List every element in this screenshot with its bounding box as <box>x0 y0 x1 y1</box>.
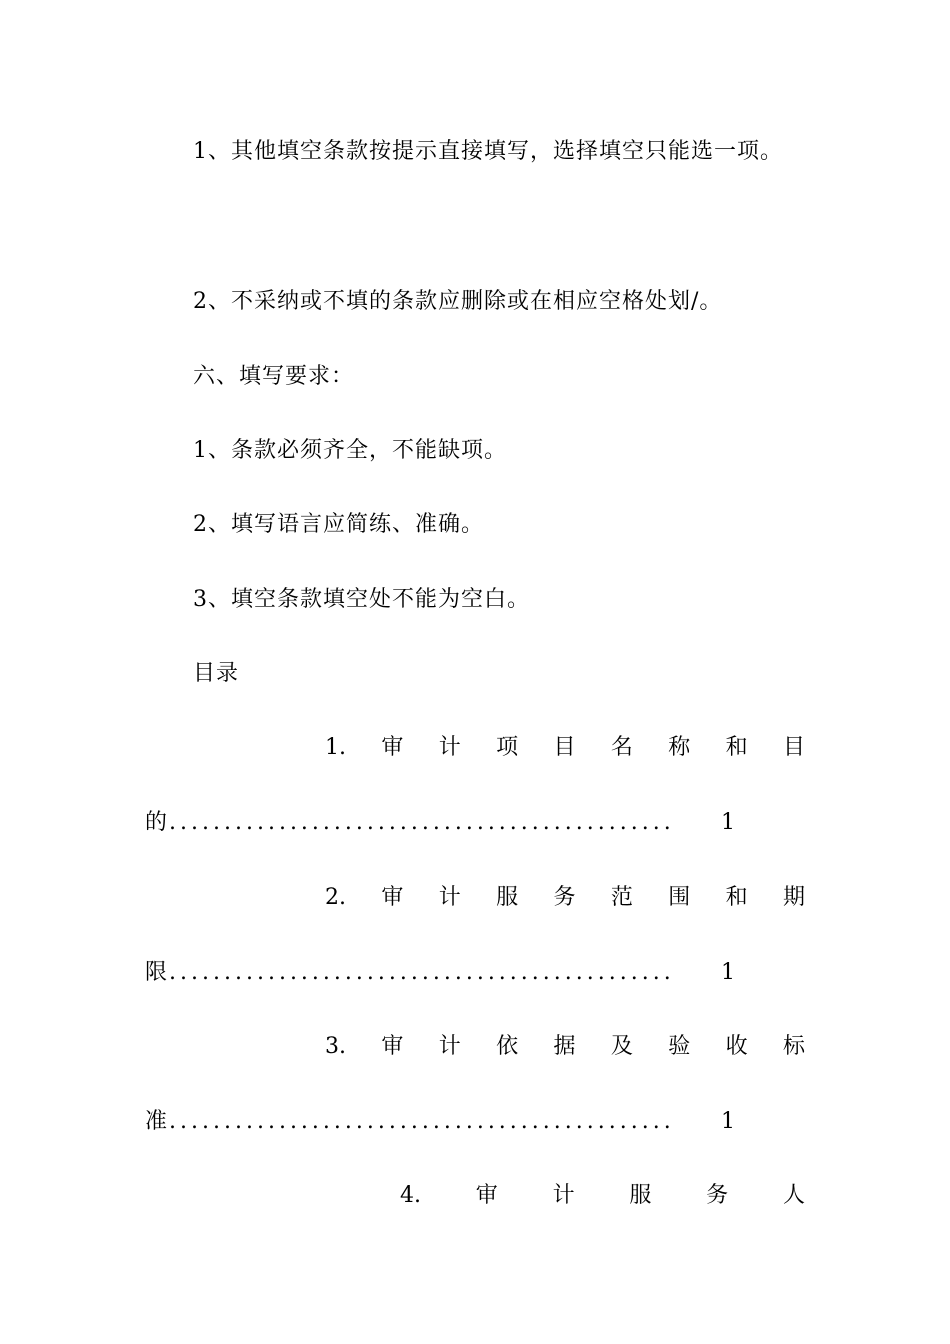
toc-entry-char: 标 <box>782 1034 805 1059</box>
toc-page-number: 1 <box>721 1109 735 1134</box>
toc-entry-char: 依 <box>496 1034 519 1059</box>
paragraph-fill-instruction: 1、其他填空条款按提示直接填写，选择填空只能选一项。 <box>193 139 783 164</box>
toc-entry-3-tail[interactable] <box>145 1107 735 1137</box>
toc-entry-char: 目 <box>782 735 805 760</box>
requirement-item-2: 2、填写语言应简练、准确。 <box>193 512 484 537</box>
toc-entry-char: 和 <box>725 735 748 760</box>
toc-entry-char: 务 <box>553 885 576 910</box>
toc-entry-tail-char: 的 <box>145 810 168 835</box>
toc-entry-tail-char: 限 <box>145 960 168 985</box>
toc-entry-char: 据 <box>553 1034 576 1059</box>
toc-entry-char: 名 <box>610 735 633 760</box>
toc-entry-1-head[interactable] <box>325 733 805 763</box>
toc-page-number: 1 <box>721 810 735 835</box>
toc-entry-char: 服 <box>629 1183 652 1208</box>
toc-entry-char: 称 <box>668 735 691 760</box>
toc-entry-char: 计 <box>438 1034 461 1059</box>
toc-entry-char: 审 <box>381 735 404 760</box>
toc-title: 目录 <box>193 661 240 686</box>
toc-leader-dots: .............................................. <box>169 810 675 835</box>
toc-entry-char: 审 <box>381 1034 404 1059</box>
toc-entry-3-head[interactable] <box>325 1032 805 1062</box>
toc-page-number: 1 <box>721 960 735 985</box>
toc-entry-tail-char: 准 <box>145 1109 168 1134</box>
toc-entry-char: 人 <box>782 1183 805 1208</box>
toc-leader-dots: .............................................. <box>169 1109 675 1134</box>
toc-entry-char: 服 <box>496 885 519 910</box>
paragraph-delete-instruction: 2、不采纳或不填的条款应删除或在相应空格处划/。 <box>193 289 723 314</box>
toc-entry-char: 和 <box>725 885 748 910</box>
toc-entry-char: 及 <box>610 1034 633 1059</box>
toc-entry-char: 务 <box>706 1183 729 1208</box>
toc-entry-char: 围 <box>668 885 691 910</box>
toc-leader-dots: .............................................. <box>169 960 675 985</box>
requirement-item-3: 3、填空条款填空处不能为空白。 <box>193 587 530 612</box>
toc-entry-char: 期 <box>782 885 805 910</box>
toc-entry-char: 2. <box>325 885 346 910</box>
section-heading-requirements: 六、填写要求： <box>193 364 355 389</box>
toc-entry-char: 验 <box>668 1034 691 1059</box>
toc-entry-4-head[interactable] <box>400 1181 805 1211</box>
toc-entry-char: 3. <box>325 1034 346 1059</box>
toc-entry-char: 范 <box>610 885 633 910</box>
toc-entry-char: 收 <box>725 1034 748 1059</box>
toc-entry-char: 计 <box>552 1183 575 1208</box>
toc-entry-char: 审 <box>381 885 404 910</box>
requirement-item-1: 1、条款必须齐全，不能缺项。 <box>193 438 507 463</box>
toc-entry-1-tail[interactable] <box>145 808 735 838</box>
toc-entry-char: 目 <box>553 735 576 760</box>
toc-entry-char: 项 <box>496 735 519 760</box>
toc-entry-char: 1. <box>325 735 346 760</box>
toc-entry-char: 计 <box>438 735 461 760</box>
toc-entry-2-tail[interactable] <box>145 958 735 988</box>
toc-entry-char: 审 <box>475 1183 498 1208</box>
toc-entry-char: 4. <box>400 1183 421 1208</box>
toc-entry-2-head[interactable] <box>325 883 805 913</box>
toc-entry-char: 计 <box>438 885 461 910</box>
